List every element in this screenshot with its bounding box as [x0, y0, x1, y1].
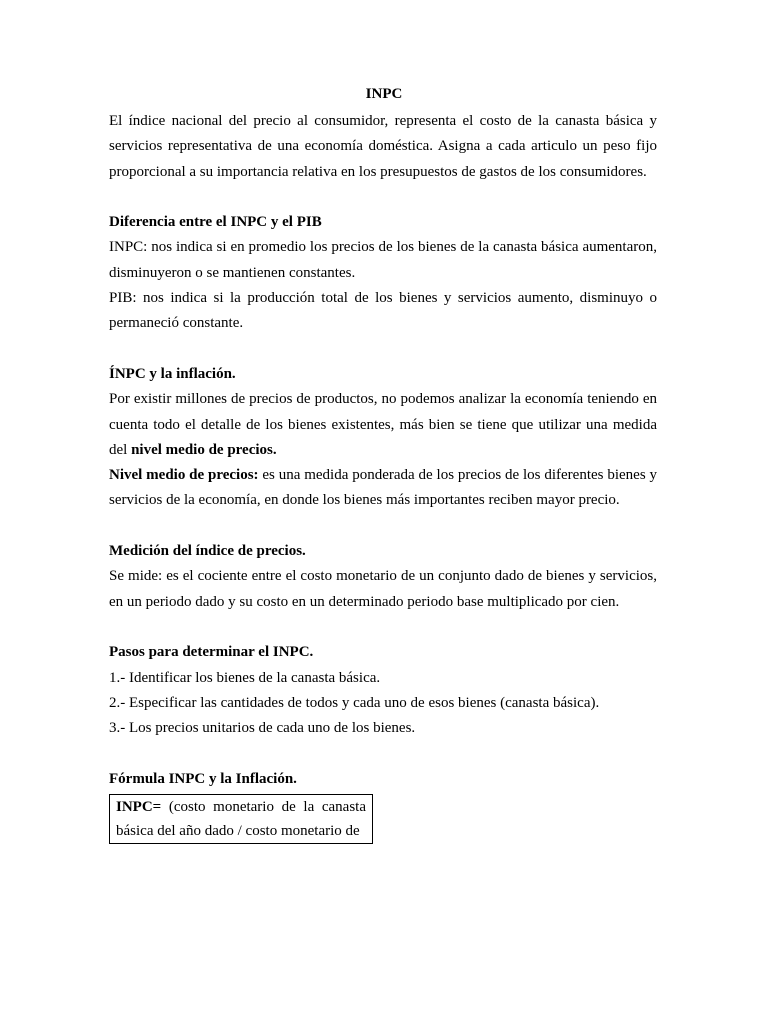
- section-heading-steps: Pasos para determinar el INPC.: [109, 644, 314, 661]
- step-item: 3.- Los precios unitarios de cada uno de los bienes.: [109, 720, 416, 737]
- step-item: 2.- Especificar las cantidades de todos y cada uno de esos bienes (canasta básica).: [109, 694, 600, 711]
- inpc-definition-paragraph: INPC: nos indica si en promedio los precios de los bienes de la canasta básica aumentaron, disminuyeron o se mantienen constantes.: [109, 239, 657, 281]
- step-item: 1.- Identificar los bienes de la canasta básica.: [109, 669, 381, 686]
- spacer: [109, 741, 657, 766]
- measurement-paragraph: Se mide: es el cociente entre el costo monetario de un conjunto dado de bienes y servicios, en un periodo dado y su costo en un determinado periodo base multiplicado por cien.: [109, 568, 657, 610]
- spacer: [109, 615, 657, 640]
- spacer: [109, 185, 657, 210]
- document-body: [109, 109, 657, 844]
- nivel-medio-text: es una medida ponderada de los precios de los diferentes bienes y servicios de la economía, en donde los bienes más importantes reciben mayor precio.: [109, 467, 657, 509]
- formula-text: (costo monetario de la canasta básica del año dado / costo monetario de: [116, 799, 366, 840]
- intro-paragraph: El índice nacional del precio al consumidor, representa el costo de la canasta básica y servicios representativa de una economía doméstica. Asigna a cada articulo un peso fijo proporcional a su importancia relativa en los presupuestos de gastos de los consumidores.: [109, 113, 657, 180]
- inflation-text: Por existir millones de precios de productos, no podemos analizar la economía teniendo en cuenta todo el detalle de los bienes existentes, más bien se tiene que utilizar una medida del: [109, 391, 657, 458]
- formula-box: [109, 794, 373, 844]
- inflation-paragraph: [109, 387, 657, 463]
- spacer: [109, 337, 657, 362]
- spacer: [109, 514, 657, 539]
- section-heading-measurement: Medición del índice de precios.: [109, 543, 306, 560]
- section-heading-formula: Fórmula INPC y la Inflación.: [109, 770, 297, 787]
- section-heading-difference: Diferencia entre el INPC y el PIB: [109, 214, 322, 231]
- pib-definition-paragraph: PIB: nos indica si la producción total de los bienes y servicios aumento, disminuyo o permaneció constante.: [109, 290, 657, 332]
- formula-label: INPC=: [116, 799, 162, 816]
- section-heading-inflation: ÍNPC y la inflación.: [109, 365, 236, 382]
- document-title: INPC: [365, 86, 403, 102]
- nivel-medio-paragraph: [109, 463, 657, 514]
- nivel-medio-term: Nivel medio de precios:: [109, 467, 259, 484]
- inflation-bold-term: nivel medio de precios.: [131, 441, 277, 458]
